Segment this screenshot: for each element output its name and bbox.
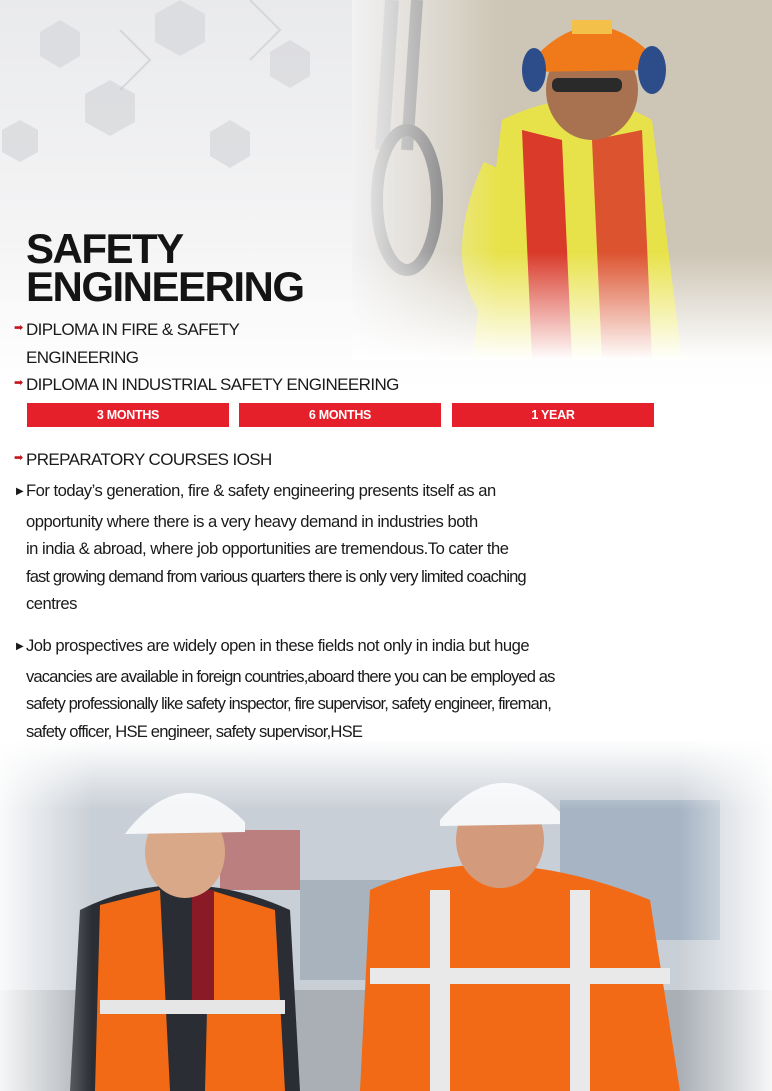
paragraph-line: safety professionally like safety inspector, fire supervisor, safety engineer, fireman, — [26, 694, 551, 713]
paragraph-line: safety officer, HSE engineer, safety supervisor,HSE — [26, 721, 363, 741]
arrow-icon: ➡ — [14, 452, 23, 464]
title-line-1: SAFETY — [26, 225, 183, 272]
paragraph-line: Job prospectives are widely open in these fields not only in india but huge — [26, 636, 530, 655]
paragraph-line: For today’s generation, fire & safety engineering presents itself as an — [26, 481, 496, 500]
page-title — [26, 225, 304, 310]
title-line-2: ENGINEERING — [26, 263, 304, 310]
bullet-text: DIPLOMA IN FIRE & SAFETY — [26, 320, 240, 339]
triangle-bullet-icon: ▶ — [16, 641, 24, 652]
arrow-icon: ➡ — [14, 322, 23, 334]
course-bullet-iosh — [14, 446, 272, 474]
crane-worker-photo — [352, 0, 772, 360]
paragraph-line: in india & abroad, where job opportunities are tremendous.To cater the — [26, 539, 509, 558]
duration-6-months: 6 MONTHS — [239, 403, 441, 427]
paragraph-line: centres — [26, 594, 77, 613]
paragraph-line: fast growing demand from various quarters there is only very limited coaching — [26, 566, 526, 586]
bullet-text: DIPLOMA IN INDUSTRIAL SAFETY ENGINEERING — [26, 375, 399, 394]
hexagon-pattern-decoration — [0, 0, 360, 240]
triangle-bullet-icon: ▶ — [16, 486, 24, 497]
arrow-icon: ➡ — [14, 377, 23, 389]
duration-options — [27, 403, 654, 427]
course-bullet-fire-safety — [14, 316, 239, 372]
intro-paragraph — [16, 477, 616, 618]
duration-1-year: 1 YEAR — [452, 403, 654, 427]
paragraph-line: vacancies are available in foreign countries,aboard there you can be employed as — [26, 666, 555, 686]
duration-3-months: 3 MONTHS — [27, 403, 229, 427]
bullet-text: ENGINEERING — [26, 348, 139, 367]
bullet-text: PREPARATORY COURSES IOSH — [26, 450, 272, 469]
paragraph-line: opportunity where there is a very heavy demand in industries both — [26, 511, 478, 531]
engineers-site-photo — [0, 740, 772, 1091]
course-bullet-industrial-safety — [14, 371, 399, 399]
